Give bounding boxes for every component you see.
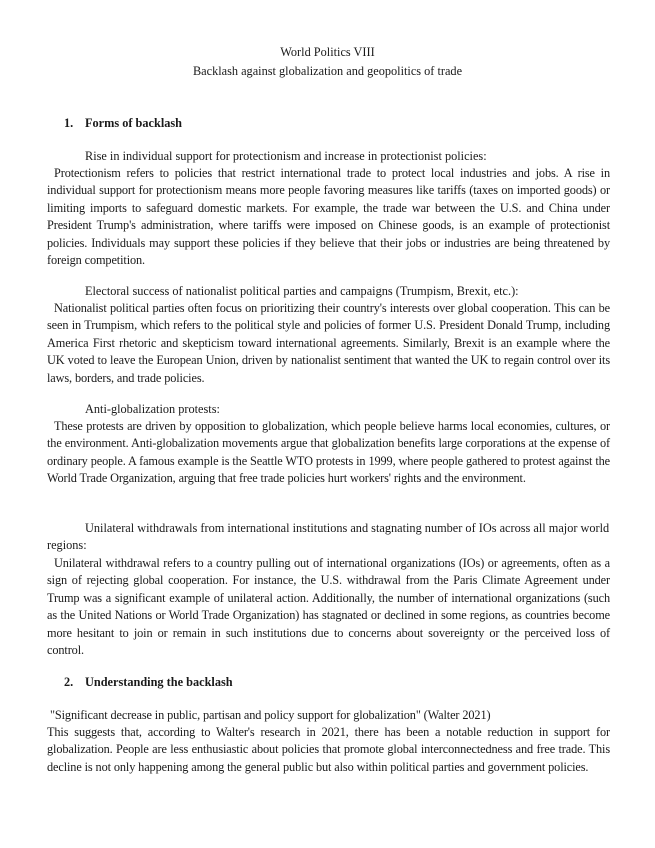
section-1-number: 1. xyxy=(64,116,74,130)
paragraph-unilateral-withdrawals: Unilateral withdrawal refers to a country pulling out of international organizations (IOs) or agreements, often as a sign of rejecting global cooperation. For instance, the U.S. withdrawal from the Paris Climate Agreement under Trump was a significant example of unilateral action. Additionally, the number of international organizations (such as the United Nations or World Trade Organization) has stagnated or declined in some regions, as countries become more hesitant to join or remain in such institutions due to concerns about sovereignty or the perceived loss of control. xyxy=(47,556,610,658)
section-1-heading xyxy=(64,115,182,132)
section-2-title: Understanding the backlash xyxy=(85,675,233,689)
topic-unilateral-withdrawals: Unilateral withdrawals from international institutions and stagnating number of IOs across all major world regions: xyxy=(47,521,610,553)
document-subtitle: Backlash against globalization and geopolitics of trade xyxy=(192,64,463,78)
paragraph-nationalism: Nationalist political parties often focus on prioritizing their country's interests over global cooperation. This can be seen in Trumpism, which refers to the political style and policies of former U.S. President Donald Trump, including America First rhetoric and skepticism toward international agreements. Similarly, Brexit is an example where the UK voted to leave the European Union, driven by nationalist sentiment that wanted the UK to regain control over its laws, borders, and trade policies. xyxy=(47,301,610,385)
section-2-heading xyxy=(64,674,233,691)
walter-quote: "Significant decrease in public, partisan and policy support for globalization" (Walter 2021) xyxy=(50,708,491,722)
topic-nationalism: Electoral success of nationalist political parties and campaigns (Trumpism, Brexit, etc.): xyxy=(85,284,519,298)
topic-anti-globalization: Anti-globalization protests: xyxy=(85,402,220,416)
section-1-title: Forms of backlash xyxy=(85,116,183,130)
document-title: World Politics VIII xyxy=(280,45,375,59)
paragraph-protectionism: Protectionism refers to policies that restrict international trade to protect local industries and jobs. A rise in individual support for protectionism means more people favoring measures like tariffs (taxes on imported goods) or limiting imports to safeguard domestic markets. For example, the trade war between the U.S. and China under President Trump's administration, where tariffs were imposed on Chinese goods, is an example of protectionist policies. Individuals may support these policies if they believe that their jobs or industries are being threatened by foreign competition. xyxy=(47,166,610,268)
paragraph-understanding: This suggests that, according to Walter's research in 2021, there has been a notable reduction in support for globalization. People are less enthusiastic about policies that promote global interconnectedness and free trade. This decline is not only happening among the general public but also within political parties and government policies. xyxy=(47,725,610,774)
section-2-number: 2. xyxy=(64,675,74,689)
paragraph-anti-globalization: These protests are driven by opposition to globalization, which people believe harms local economies, cultures, or the environment. Anti-globalization movements argue that globalization benefits large corporations at the expense of ordinary people. A famous example is the Seattle WTO protests in 1999, where people gathered to protest against the World Trade Organization, arguing that free trade policies hurt workers' rights and the environment. xyxy=(47,419,610,486)
topic-protectionism: Rise in individual support for protectionism and increase in protectionist policies: xyxy=(85,149,487,163)
